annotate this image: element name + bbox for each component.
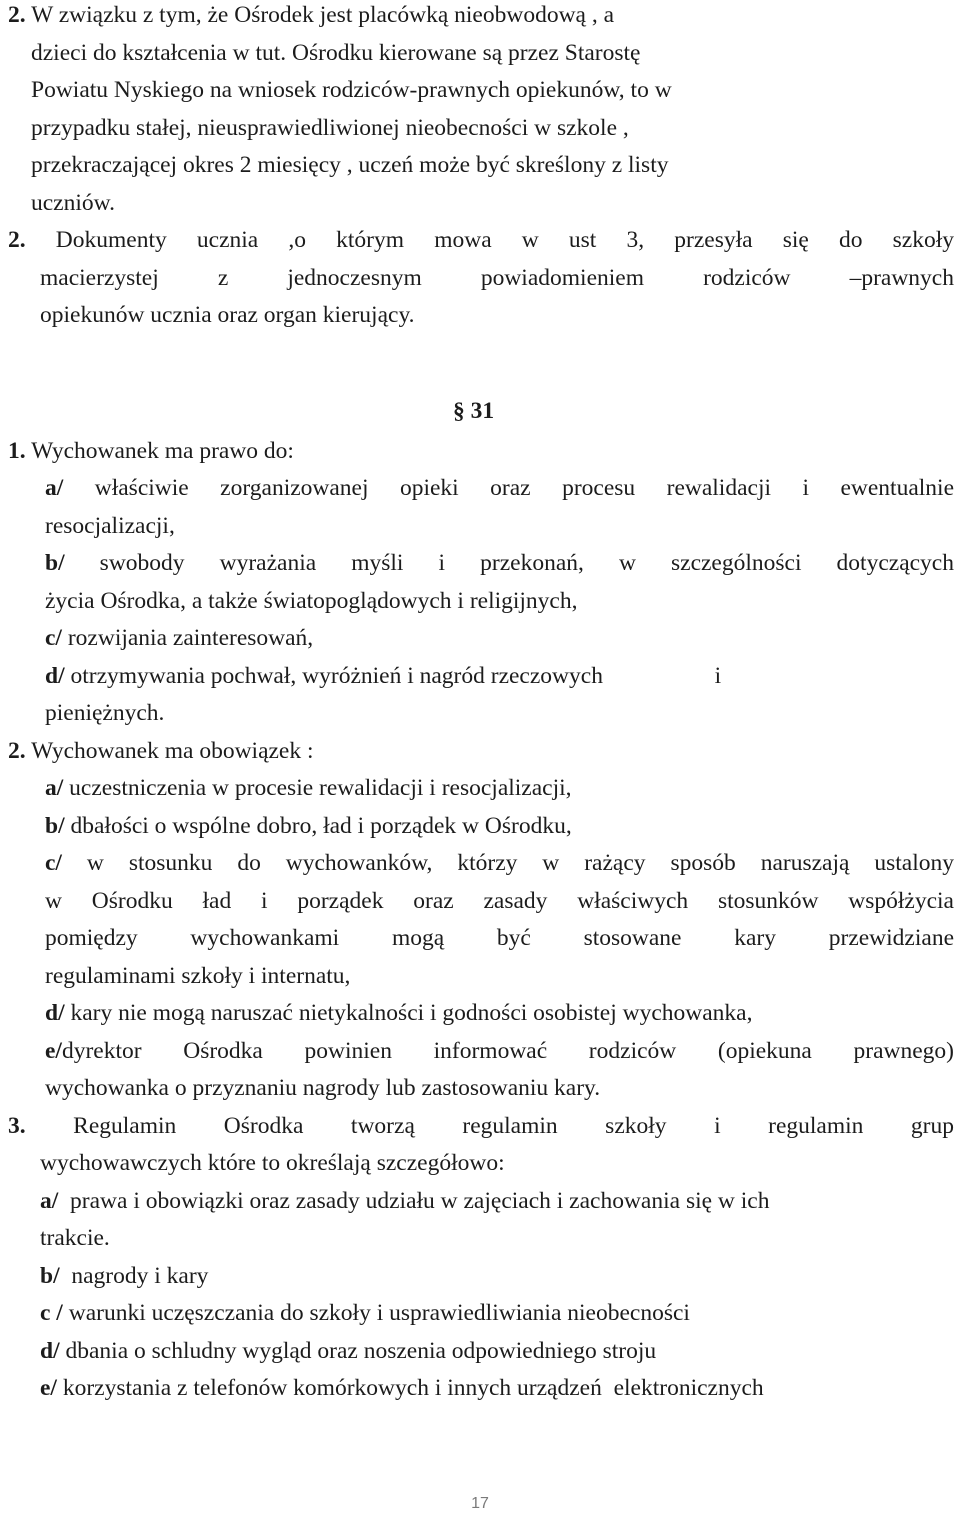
line-text: właściwie zorganizowanej opieki oraz procesu rewalidacji i ewentualnie: [63, 475, 954, 501]
line-lead: b/: [45, 813, 65, 839]
line-lead: c/: [45, 625, 62, 651]
text-line: [45, 1073, 600, 1103]
text-line: [45, 511, 175, 541]
text-line: [45, 698, 164, 728]
text-line: [8, 0, 614, 30]
line-text: w stosunku do wychowanków, którzy w rażący sposób naruszają ustalony: [61, 850, 954, 876]
line-text: trakcie.: [40, 1225, 110, 1251]
line-text: wychowanka o przyznaniu nagrody lub zastosowaniu kary.: [45, 1075, 601, 1101]
line-text: regulaminami szkoły i internatu,: [45, 963, 351, 989]
text-line: [31, 75, 672, 105]
line-lead: e/: [40, 1375, 57, 1401]
line-lead: c/: [45, 850, 62, 876]
text-line: [45, 1036, 954, 1066]
line-text: pomiędzy wychowankami mogą być stosowane kary przewidziane: [45, 925, 954, 951]
line-text: życia Ośrodka, a także światopoglądowych i religijnych,: [45, 588, 578, 614]
line-text: nagrody i kary: [59, 1263, 209, 1289]
line-lead: d/: [40, 1338, 60, 1364]
text-line: [45, 886, 954, 916]
line-lead: 2.: [8, 738, 26, 764]
text-line: [45, 998, 752, 1028]
line-text: korzystania z telefonów komórkowych i innych urządzeń elektronicznych: [56, 1375, 764, 1401]
line-lead: c /: [40, 1300, 63, 1326]
text-line: [40, 1373, 764, 1403]
line-text: Dokumenty ucznia ,o którym mowa w ust 3, przesyła się do szkoły: [25, 227, 954, 253]
section-heading: § 31: [453, 398, 495, 424]
line-text: uczestniczenia w procesie rewalidacji i resocjalizacji,: [63, 775, 572, 801]
line-text: dbałości o wspólne dobro, ład i porządek w Ośrodku,: [64, 813, 572, 839]
line-text: resocjalizacji,: [45, 513, 175, 539]
line-text: rozwijania zainteresowań,: [61, 625, 314, 651]
line-text: przypadku stałej, nieusprawiedliwionej nieobecności w szkole ,: [31, 115, 629, 141]
line-text: Regulamin Ośrodka tworzą regulamin szkoły i regulamin grup: [25, 1113, 954, 1139]
text-line: [8, 225, 954, 255]
line-lead: a/: [40, 1188, 59, 1214]
line-lead: e/: [45, 1038, 62, 1064]
text-line: [40, 1148, 505, 1178]
page-number: 17: [471, 1495, 489, 1512]
line-text: dzieci do kształcenia w tut. Ośrodku kierowane są przez Starostę: [31, 40, 641, 66]
text-line: [40, 263, 954, 293]
text-line: [45, 623, 313, 653]
text-line: [31, 150, 668, 180]
line-text: Wychowanek ma obowiązek :: [25, 738, 314, 764]
text-line: [40, 1186, 769, 1216]
line-lead: 2.: [8, 2, 26, 28]
line-lead: 2.: [8, 227, 26, 253]
text-line: [45, 848, 954, 878]
line-text: przekraczającej okres 2 miesięcy , uczeń może być skreślony z listy: [31, 152, 669, 178]
line-text: wychowawczych które to określają szczegółowo:: [40, 1150, 505, 1176]
line-text: uczniów.: [31, 190, 115, 216]
text-line: [45, 923, 954, 953]
line-text: swobody wyrażania myśli i przekonań, w szczególności dotyczących: [64, 550, 954, 576]
line-text: kary nie mogą naruszać nietykalności i godności osobistej wychowanka,: [64, 1000, 753, 1026]
line-text: macierzystej z jednoczesnym powiadomieniem rodziców –prawnych: [40, 265, 954, 291]
text-line: [40, 1298, 690, 1328]
text-line: [40, 1336, 656, 1366]
line-text: opiekunów ucznia oraz organ kierujący.: [40, 302, 415, 328]
line-lead: d/: [45, 1000, 65, 1026]
text-line: [45, 473, 954, 503]
line-lead: a/: [45, 475, 64, 501]
line-lead: a/: [45, 775, 64, 801]
text-line: [8, 436, 294, 466]
text-line: [40, 300, 415, 330]
text-line: [31, 113, 629, 143]
text-line: [45, 811, 572, 841]
text-line: [40, 1261, 208, 1291]
text-line: [45, 548, 954, 578]
text-line: [45, 661, 721, 691]
line-lead: b/: [45, 550, 65, 576]
line-text: dyrektor Ośrodka powinien informować rodziców (opiekuna prawnego): [61, 1038, 954, 1064]
text-line: [45, 961, 350, 991]
line-lead: b/: [40, 1263, 60, 1289]
line-text: prawa i obowiązki oraz zasady udziału w zajęciach i zachowania się w ich: [58, 1188, 770, 1214]
line-text: Powiatu Nyskiego na wniosek rodziców-prawnych opiekunów, to w: [31, 77, 672, 103]
text-line: [8, 736, 314, 766]
line-text: W związku z tym, że Ośrodek jest placówką nieobwodową , a: [25, 2, 615, 28]
text-line: [31, 38, 640, 68]
line-text: warunki uczęszczania do szkoły i usprawiedliwiania nieobecności: [62, 1300, 690, 1326]
line-text: otrzymywania pochwał, wyróżnień i nagród rzeczowych i: [64, 663, 722, 689]
line-text: Wychowanek ma prawo do:: [25, 438, 294, 464]
text-line: [31, 188, 115, 218]
line-lead: 3.: [8, 1113, 26, 1139]
line-lead: 1.: [8, 438, 26, 464]
text-line: [45, 773, 572, 803]
line-text: dbania o schludny wygląd oraz noszenia odpowiedniego stroju: [59, 1338, 657, 1364]
line-text: pieniężnych.: [45, 700, 165, 726]
text-line: [40, 1223, 110, 1253]
line-lead: d/: [45, 663, 65, 689]
text-line: [45, 586, 578, 616]
text-line: [8, 1111, 954, 1141]
line-text: w Ośrodku ład i porządek oraz zasady właściwych stosunków współżycia: [45, 888, 954, 914]
